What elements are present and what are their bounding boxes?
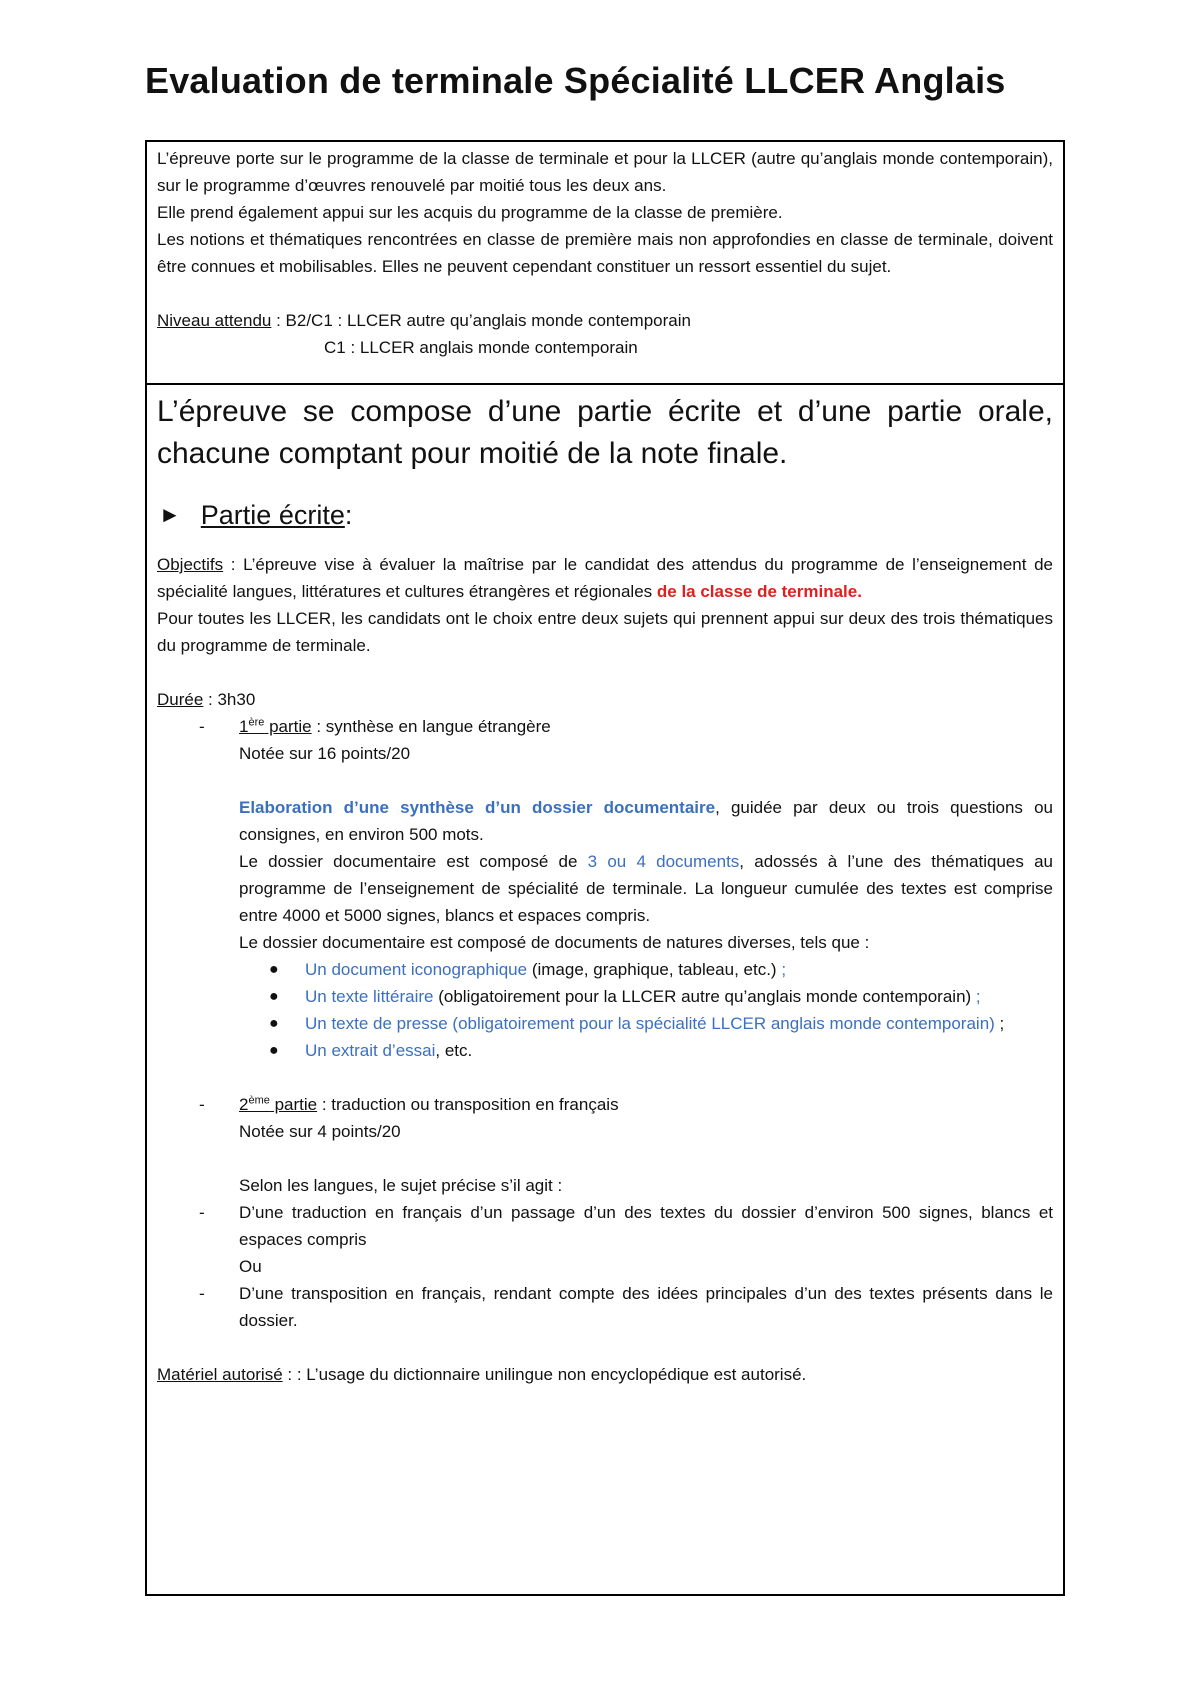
partie-ecrite-suffix: : [344,500,353,530]
part2-label: 2ème partie [239,1094,318,1114]
part2-title: : traduction ou transposition en français [317,1095,619,1114]
list-item: ● Un texte de presse (obligatoirement pour la spécialité LLCER anglais monde contemporain) ; [157,1010,1053,1037]
main-box [145,383,1065,1596]
objectifs-highlight: de la classe de terminale. [656,582,862,601]
objectifs-label: Objectifs [157,555,224,574]
part2-item [157,1091,1053,1199]
intro-paragraph-2: Elle prend également appui sur les acquis du programme de la classe de première. [157,203,783,222]
duree-line [157,686,1053,713]
bullet-icon: ● [269,1042,279,1059]
bullet-icon: ● [269,1015,279,1032]
part2-note: Notée sur 4 points/20 [239,1122,401,1141]
objectifs-text: : L’épreuve vise à évaluer la maîtrise par le candidat des attendus du programme de l’enseignement de spécialité langues, littératures et cultures étrangères et régionales [157,555,1053,601]
natures-paragraph: Le dossier documentaire est composé de documents de natures diverses, tels que : [239,933,870,952]
niveau-value-1: : B2/C1 : LLCER autre qu’anglais monde contemporain [271,311,691,330]
elaboration-paragraph [239,794,1053,848]
triangle-right-icon: ► [159,502,181,527]
duree-label: Durée [157,690,204,709]
dash-marker: - [199,1095,205,1114]
part1-item [157,713,1053,767]
transposition-text: D’une transposition en français, rendant compte des idées principales d’un des textes présents dans le dossier. [239,1284,1053,1330]
materiel-text: : : L’usage du dictionnaire unilingue non encyclopédique est autorisé. [282,1365,807,1384]
bullet-icon: ● [269,961,279,978]
option-transposition [157,1280,1053,1334]
list-item: ● Un document iconographique (image, graphique, tableau, etc.) ; [157,956,1053,983]
elaboration-highlight: Elaboration d’une synthèse d’un dossier documentaire [239,798,716,817]
choix-paragraph: Pour toutes les LLCER, les candidats ont le choix entre deux sujets qui prennent appui sur deux des trois thématiques du programme de terminale. [157,609,1053,655]
duree-value: : 3h30 [203,690,256,709]
selon-line: Selon les langues, le sujet précise s’il agit : [239,1176,563,1195]
partie-ecrite-heading [157,497,1053,533]
option-traduction [157,1199,1053,1280]
part1-title-line [239,713,1053,740]
partie-ecrite-label: Partie écrite [200,500,345,530]
dash-marker: - [199,1284,205,1303]
traduction-text: D’une traduction en français d’un passage d’un des textes du dossier d’environ 500 signes, blancs et espaces compris [239,1203,1053,1249]
dash-marker: - [199,1203,205,1222]
dossier-paragraph: Le dossier documentaire est composé de 3 ou 4 documents, adossés à l’une des thématiques au programme de l’enseignement de spécialité de terminale. La longueur cumulée des textes est comprise entre 4000 et 5000 signes, blancs et espaces compris. [239,852,1053,925]
epreuve-headline: L’épreuve se compose d’une partie écrite et d’une partie orale, chacune comptant pour moitié de la note finale. [157,395,1053,470]
list-item: ● Un extrait d’essai, etc. [157,1037,1053,1064]
dash-marker: - [199,717,205,736]
elaboration-text: , guidée par deux ou trois questions ou consignes, en environ 500 mots. [239,798,1053,844]
intro-box [145,140,1065,383]
list-item: ● Un texte littéraire (obligatoirement pour la LLCER autre qu’anglais monde contemporain) ; [157,983,1053,1010]
intro-paragraph-1: L’épreuve porte sur le programme de la classe de terminale et pour la LLCER (autre qu’anglais monde contemporain), sur le programme d’œuvres renouvelé par moitié tous les deux ans. [157,149,1053,195]
materiel-line [157,1361,1053,1388]
page-title: Evaluation de terminale Spécialité LLCER Anglais [145,60,1006,101]
materiel-label: Matériel autorisé [157,1365,283,1384]
part2-title-line [239,1091,1053,1118]
niveau-line-1 [157,307,1053,334]
niveau-label: Niveau attendu [157,311,272,330]
part1-title: : synthèse en langue étrangère [311,717,551,736]
part1-note: Notée sur 16 points/20 [239,744,411,763]
dossier-highlight: 3 ou 4 documents [587,852,740,871]
bullet-icon: ● [269,988,279,1005]
intro-paragraph-3: Les notions et thématiques rencontrées en classe de première mais non approfondies en classe de terminale, doivent être connues et mobilisables. Elles ne peuvent cependant constituer un ressort essentiel du sujet. [157,230,1053,276]
part1-label: 1ère partie [239,716,312,736]
objectifs-paragraph [157,551,1053,605]
ou-text: Ou [239,1257,262,1276]
niveau-line-2: C1 : LLCER anglais monde contemporain [324,338,638,357]
